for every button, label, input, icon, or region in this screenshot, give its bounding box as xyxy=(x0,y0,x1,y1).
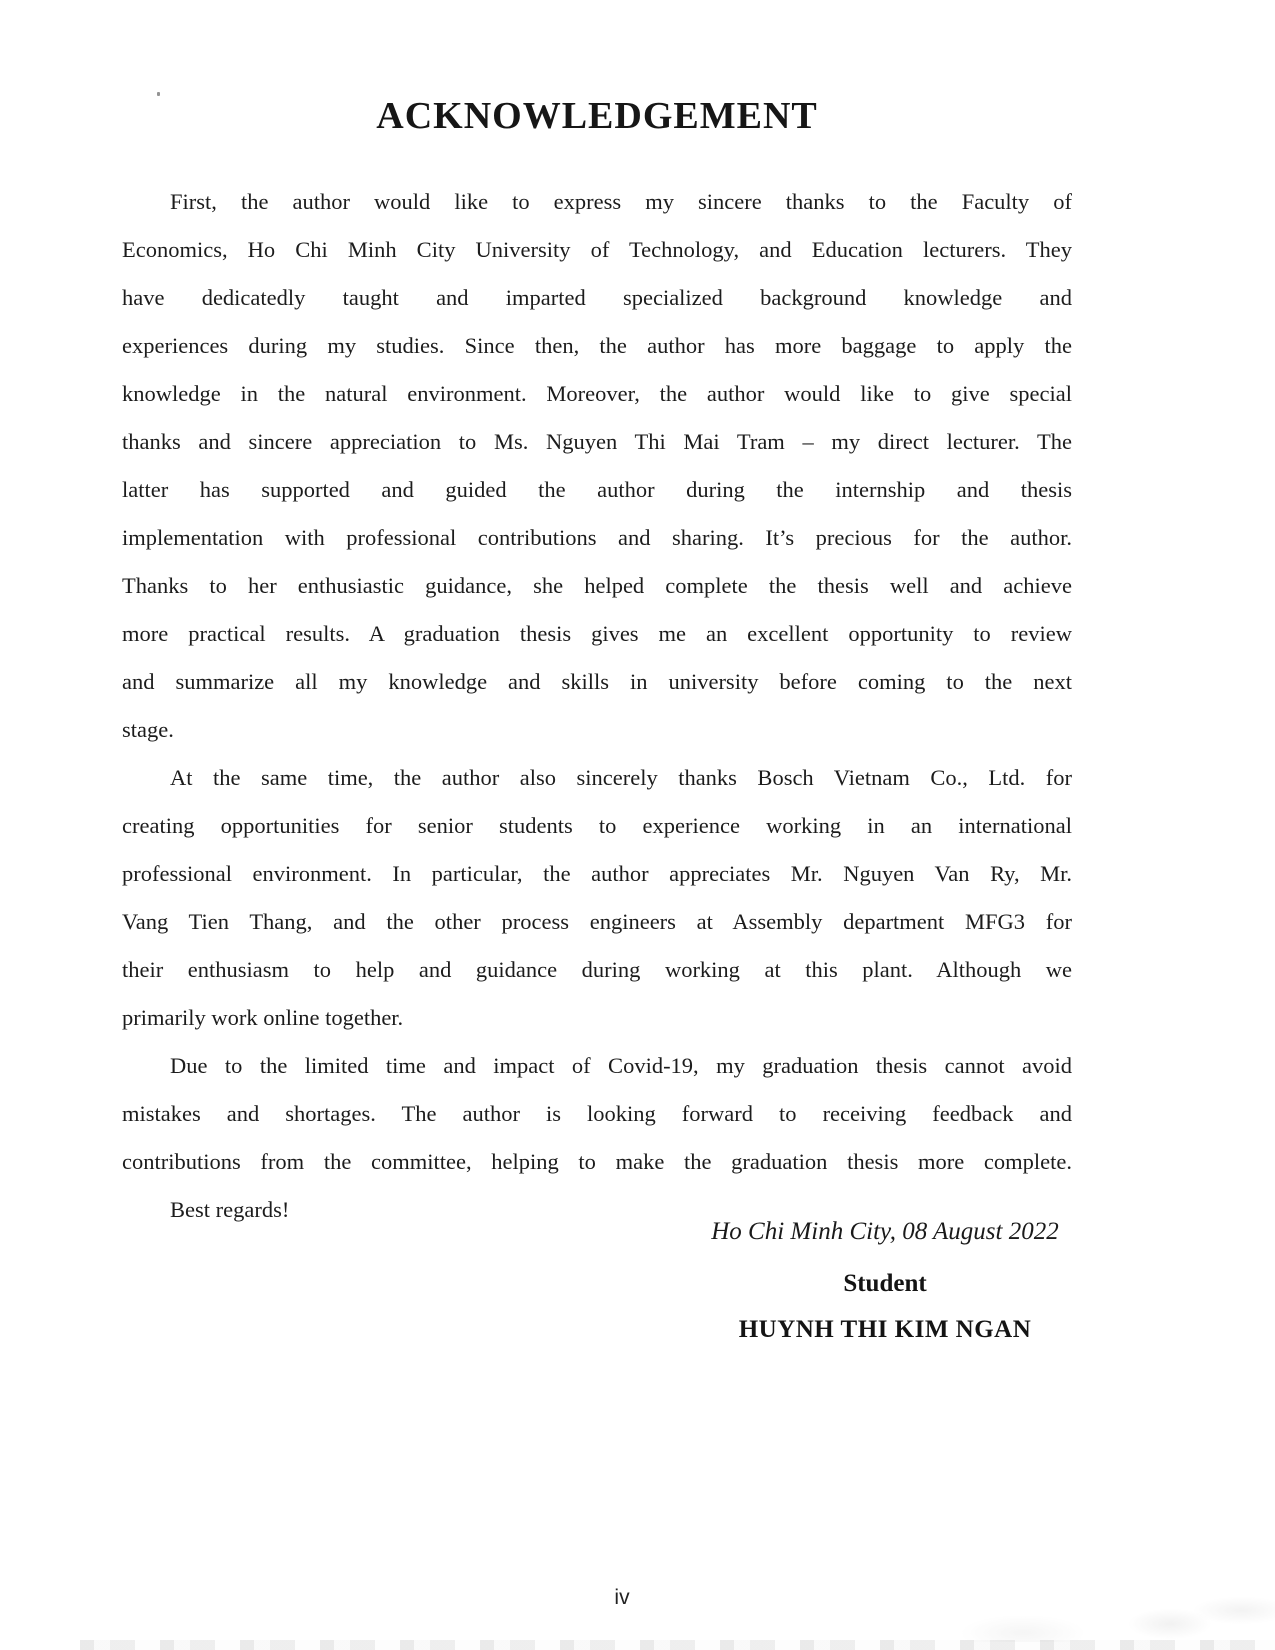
text-line: At the same time, the author also sincerely thanks Bosch Vietnam Co., Ltd. for xyxy=(170,765,1072,790)
text-line: latter has supported and guided the author during the internship and thesis xyxy=(122,477,1072,502)
text-line: Thanks to her enthusiastic guidance, she helped complete the thesis well and achieve xyxy=(122,573,1072,598)
text-line: Best regards! xyxy=(170,1197,290,1222)
signature-name: HUYNH THI KIM NGAN xyxy=(738,1316,1032,1343)
scan-artifact-band xyxy=(80,1640,1275,1650)
text-line: thanks and sincere appreciation to Ms. Nguyen Thi Mai Tram – my direct lecturer. The xyxy=(122,429,1072,454)
text-line: contributions from the committee, helping to make the graduation thesis more complete. xyxy=(122,1149,1072,1174)
text-line: have dedicatedly taught and imparted specialized background knowledge and xyxy=(122,285,1072,310)
text-line: knowledge in the natural environment. Moreover, the author would like to give special xyxy=(122,381,1072,406)
text-line: stage. xyxy=(122,717,174,742)
page-number: iv xyxy=(614,1586,630,1609)
text-line: Vang Tien Thang, and the other process engineers at Assembly department MFG3 for xyxy=(122,909,1072,934)
signature-place-date: Ho Chi Minh City, 08 August 2022 xyxy=(711,1218,1059,1245)
text-line: and summarize all my knowledge and skills in university before coming to the next xyxy=(122,669,1072,694)
body-text xyxy=(122,178,1072,1234)
signature-role: Student xyxy=(843,1270,927,1297)
page-title: ACKNOWLEDGEMENT xyxy=(376,95,818,137)
text-line: creating opportunities for senior students to experience working in an international xyxy=(122,813,1072,838)
text-line: Due to the limited time and impact of Covid-19, my graduation thesis cannot avoid xyxy=(170,1053,1072,1078)
signature-block xyxy=(690,1216,1080,1345)
text-line: Economics, Ho Chi Minh City University of Technology, and Education lecturers. They xyxy=(122,237,1072,262)
text-line: mistakes and shortages. The author is looking forward to receiving feedback and xyxy=(122,1101,1072,1126)
text-line: more practical results. A graduation thesis gives me an excellent opportunity to review xyxy=(122,621,1072,646)
text-line: professional environment. In particular, the author appreciates Mr. Nguyen Van Ry, Mr. xyxy=(122,861,1072,886)
text-line: First, the author would like to express my sincere thanks to the Faculty of xyxy=(170,189,1072,214)
text-line: primarily work online together. xyxy=(122,1005,404,1030)
text-line: implementation with professional contributions and sharing. It’s precious for the author. xyxy=(122,525,1072,550)
text-line: their enthusiasm to help and guidance during working at this plant. Although we xyxy=(122,957,1072,982)
text-line: experiences during my studies. Since then, the author has more baggage to apply the xyxy=(122,333,1072,358)
scan-artifact-noise xyxy=(855,1552,1275,1642)
